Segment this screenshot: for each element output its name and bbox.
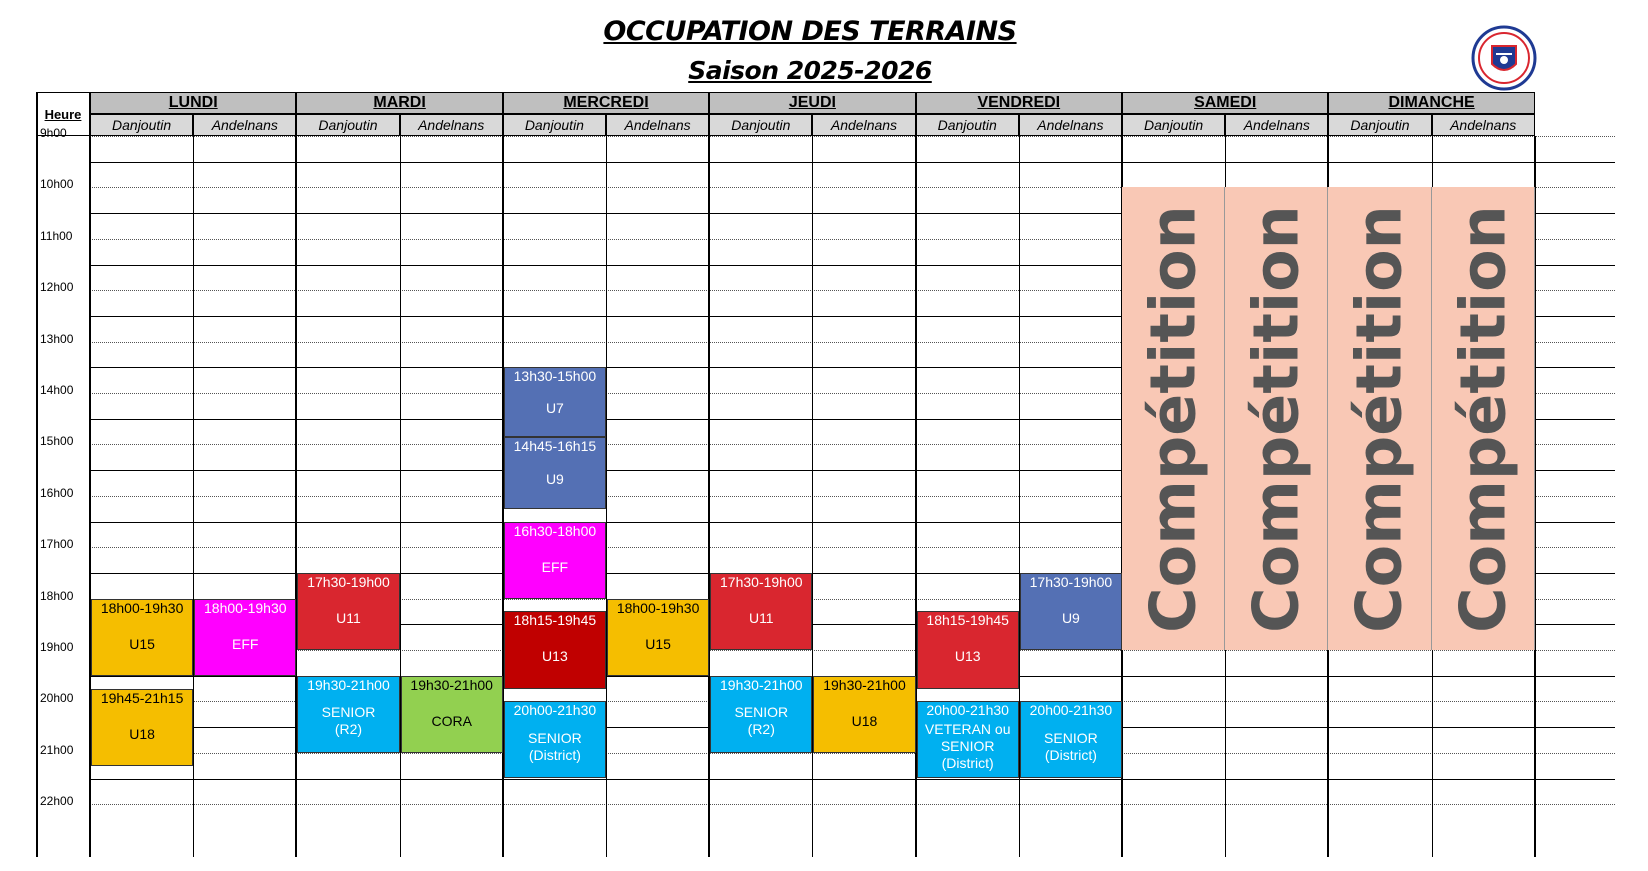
site-header-danjoutin: Danjoutin xyxy=(503,114,606,136)
day-header-samedi: SAMEDI xyxy=(1122,92,1328,114)
block-spacer xyxy=(402,694,502,713)
half-hour-gridline xyxy=(90,779,1615,780)
block-label: (District) xyxy=(528,746,581,763)
site-header-danjoutin: Danjoutin xyxy=(916,114,1019,136)
site-header-danjoutin: Danjoutin xyxy=(296,114,399,136)
block-time: 19h30-21h00 xyxy=(720,676,803,693)
competition-label: Compétition xyxy=(1342,204,1416,633)
block-spacer xyxy=(608,617,708,636)
block-spacer xyxy=(92,617,192,636)
block-label: U18 xyxy=(851,712,878,729)
block-time: 19h30-21h00 xyxy=(307,676,390,693)
competition-block xyxy=(1328,187,1431,650)
block-label: U7 xyxy=(545,400,564,417)
training-block-u9[interactable] xyxy=(504,437,606,509)
training-block-u13[interactable] xyxy=(504,611,606,688)
block-time: 19h30-21h00 xyxy=(823,676,906,693)
block-time: 19h45-21h15 xyxy=(100,689,184,706)
block-label: U18 xyxy=(129,725,155,742)
block-label: (District) xyxy=(941,755,994,772)
training-block-cora[interactable] xyxy=(401,676,503,753)
block-time: 18h00-19h30 xyxy=(616,599,700,616)
hour-label: 16h00 xyxy=(40,485,74,500)
block-label: SENIOR xyxy=(940,738,995,755)
block-spacer xyxy=(505,540,605,559)
schedule-grid xyxy=(36,92,1615,857)
competition-label: Compétition xyxy=(1239,204,1313,633)
training-block-senior[interactable] xyxy=(1020,701,1122,778)
training-block-u18[interactable] xyxy=(813,676,915,753)
day-header-dimanche: DIMANCHE xyxy=(1328,92,1534,114)
training-block-u11[interactable] xyxy=(297,573,399,650)
hour-label: 15h00 xyxy=(40,434,74,449)
block-spacer xyxy=(711,591,811,610)
hour-gridline xyxy=(90,650,1615,651)
hour-label: 18h00 xyxy=(40,588,74,603)
block-label: U9 xyxy=(1061,609,1080,626)
block-time: 18h15-19h45 xyxy=(926,612,1009,629)
block-label: (R2) xyxy=(334,721,363,738)
hour-label: 20h00 xyxy=(40,691,74,706)
block-label: EFF xyxy=(232,635,259,652)
site-header-andelnans: Andelnans xyxy=(812,114,915,136)
training-block-u15[interactable] xyxy=(607,599,709,676)
block-time: 16h30-18h00 xyxy=(513,522,597,539)
block-label: U11 xyxy=(748,609,774,626)
site-divider xyxy=(193,136,194,857)
hour-label: 12h00 xyxy=(40,280,74,295)
block-label: U11 xyxy=(336,609,361,626)
training-block-u15[interactable] xyxy=(91,599,193,676)
block-spacer xyxy=(505,455,605,471)
block-label: SENIOR xyxy=(528,729,582,746)
block-spacer xyxy=(918,629,1018,648)
half-hour-gridline xyxy=(90,162,1615,163)
block-spacer xyxy=(814,694,914,713)
block-label: U15 xyxy=(129,635,155,652)
block-label: VETERAN ou xyxy=(924,721,1011,738)
season-subtitle: Saison 2025-2026 xyxy=(688,56,932,85)
training-block-senior[interactable] xyxy=(504,701,606,778)
block-time: 18h00-19h30 xyxy=(100,599,184,616)
block-spacer xyxy=(711,694,811,705)
site-header-andelnans: Andelnans xyxy=(193,114,296,136)
block-label: SENIOR xyxy=(1044,729,1098,746)
site-header-andelnans: Andelnans xyxy=(1019,114,1122,136)
competition-block xyxy=(1225,187,1328,650)
club-logo-icon xyxy=(1470,24,1538,92)
hour-gridline xyxy=(90,136,1615,137)
block-spacer xyxy=(298,694,398,705)
block-time: 18h00-19h30 xyxy=(204,599,287,616)
block-label: U13 xyxy=(542,648,568,665)
competition-label: Compétition xyxy=(1446,204,1520,633)
competition-block xyxy=(1432,187,1535,650)
block-time: 20h00-21h30 xyxy=(513,702,597,719)
block-label: EFF xyxy=(541,558,569,575)
hour-label: 17h00 xyxy=(40,537,74,552)
site-header-danjoutin: Danjoutin xyxy=(90,114,193,136)
block-spacer xyxy=(298,591,398,610)
hour-label: 13h00 xyxy=(40,331,74,346)
site-header-danjoutin: Danjoutin xyxy=(1122,114,1225,136)
hour-label: 21h00 xyxy=(40,742,74,757)
block-label: U15 xyxy=(645,635,671,652)
training-block-u18[interactable] xyxy=(91,689,193,766)
site-header-danjoutin: Danjoutin xyxy=(709,114,812,136)
block-label: U9 xyxy=(545,471,564,488)
training-block-u11[interactable] xyxy=(710,573,812,650)
training-block-eff[interactable] xyxy=(504,522,606,599)
block-spacer xyxy=(505,719,605,730)
block-spacer xyxy=(1021,719,1121,730)
site-header-andelnans: Andelnans xyxy=(1225,114,1328,136)
training-block-u7[interactable] xyxy=(504,367,606,436)
block-time: 19h30-21h00 xyxy=(410,676,493,693)
page-title: OCCUPATION DES TERRAINS xyxy=(603,16,1017,47)
hour-label: 10h00 xyxy=(40,177,74,192)
block-time: 17h30-19h00 xyxy=(307,573,390,590)
training-block-senior[interactable] xyxy=(297,676,399,753)
block-spacer xyxy=(195,617,295,636)
day-header-mardi: MARDI xyxy=(296,92,502,114)
site-header-andelnans: Andelnans xyxy=(1432,114,1535,136)
block-label: (District) xyxy=(1044,746,1097,763)
block-time: 17h30-19h00 xyxy=(720,573,803,590)
left-border xyxy=(36,92,38,857)
block-spacer xyxy=(505,629,605,648)
training-block-senior[interactable] xyxy=(710,676,812,753)
hour-label: 19h00 xyxy=(40,640,74,654)
block-time: 14h45-16h15 xyxy=(513,437,597,454)
hour-label: 11h00 xyxy=(40,228,73,243)
competition-block xyxy=(1122,187,1225,650)
training-block-veteran-ou[interactable] xyxy=(917,701,1019,778)
site-divider xyxy=(606,136,607,857)
block-label: CORA xyxy=(431,712,472,729)
block-spacer xyxy=(92,707,192,726)
training-block-u13[interactable] xyxy=(917,611,1019,688)
block-label: SENIOR xyxy=(734,704,789,721)
block-time: 13h30-15h00 xyxy=(513,368,597,385)
hour-column-header: Heure xyxy=(36,92,90,136)
day-header-vendredi: VENDREDI xyxy=(916,92,1122,114)
training-block-eff[interactable] xyxy=(194,599,296,676)
block-time: 20h00-21h30 xyxy=(1029,702,1113,719)
block-label: (R2) xyxy=(747,721,775,738)
hour-gridline xyxy=(90,804,1615,805)
day-header-jeudi: JEUDI xyxy=(709,92,915,114)
block-time: 17h30-19h00 xyxy=(1029,573,1113,590)
hour-label: 9h00 xyxy=(40,126,67,140)
block-time: 18h15-19h45 xyxy=(513,612,597,629)
hour-label: 22h00 xyxy=(40,794,74,809)
site-header-andelnans: Andelnans xyxy=(606,114,709,136)
block-label: U13 xyxy=(954,648,981,665)
training-block-u9[interactable] xyxy=(1020,573,1122,650)
hour-gridline xyxy=(90,753,1615,754)
day-header-lundi: LUNDI xyxy=(90,92,296,114)
day-header-mercredi: MERCREDI xyxy=(503,92,709,114)
block-spacer xyxy=(1021,591,1121,610)
competition-label: Compétition xyxy=(1136,204,1210,633)
block-time: 20h00-21h30 xyxy=(926,702,1009,719)
block-label: SENIOR xyxy=(321,704,376,721)
site-header-danjoutin: Danjoutin xyxy=(1328,114,1431,136)
site-header-andelnans: Andelnans xyxy=(400,114,503,136)
hour-label: 14h00 xyxy=(40,383,74,397)
block-spacer xyxy=(505,385,605,400)
